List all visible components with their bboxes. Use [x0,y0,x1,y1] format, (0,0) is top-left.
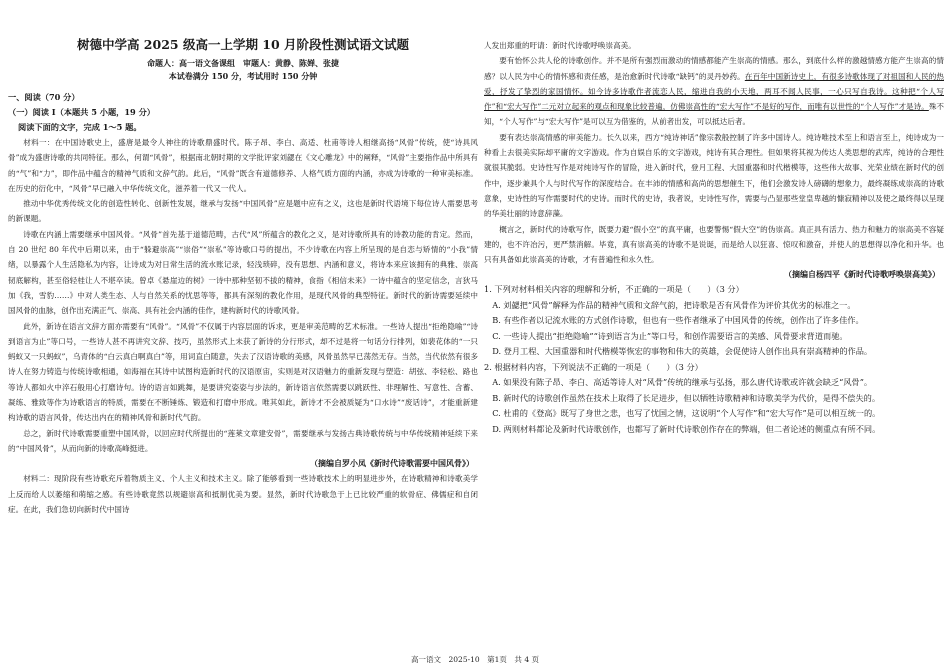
reading-instruction: 阅读下面的文字，完成 1～5 题。 [18,122,142,132]
section-heading-reading-1: （一）阅读 I（本题共 5 小题，19 分） [8,107,155,117]
material-2-paragraph: 材料二：现阶段有些诗歌充斥着物质主义、个人主义和技术主义。除了能够看到一些诗歌技术上的明显进步外，在诗歌精神和诗歌美学上反而给人以萎缩和萌缩之感。有些诗歌竟然以规避崇高和抵制优美为要。显然，新时代诗歌急于上已比较严重的软骨症、佛儒症和自闭症。在此，我们急切向新时代中国诗 [8,474,478,514]
question-1-option-a: A. 刘勰把“风骨”解释为作品的精神气质和文辞气韵，把诗歌是否有风骨作为评价其优劣的标准之一。 [492,299,856,310]
paragraph-with-underline: 要有怡怀公共人伦的诗歌创作。并不是所有强烈而激动的情感都能产生崇高的情感。那么，到底什么样的激越情感方能产生崇高的情感？以人民为中心的情怀感和责任感，是治愈新时代诗歌“缺钙”的灵丹妙药。在百年中国新诗史上，有很多诗歌体现了对祖国和人民的热爱，抒发了挚烈的家国情怀。如今诗多诗歌作者流恋人民，缩进自我的小天地，两耳不闻人民事，一心只写自我诗。这种把“个人写作”和“宏大写作”二元对立起来的观点和现象比较普遍，仿佛崇高性的“宏大写作”不是好的写作，而唯有以世性的“个人写作”才是诗。殊不知，“个人写作”与“宏大写作”是可以互为借鉴的，从前者出发，可以抵达后者。 [484,56,944,127]
page-footer: 高一语文 2025-10 第1页 共 4 页 [411,655,539,664]
question-2-stem: 2. 根据材料内容，下列说法不正确的一项是（ ）（3 分） [484,361,703,372]
underlined-passage: 在百年中国新诗史上，有很多诗歌体现了对祖国和人民的热爱，抒发了挚烈的家国情怀。如今诗多诗歌作者流恋人民，缩进自我的小天地，两耳不闻人民事，一心只写自我诗。这种把“个人写作”和“宏大写作”二元对立起来的观点和现象比较普遍，仿佛崇高性的“宏大写作”不是好的写作，而唯有以世性的“个人写作”才是诗。 [484,71,944,112]
question-2-option-d: D. 两则材料都论及新时代诗歌创作，也都写了新时代诗歌创作存在的弊端，但二者论述的侧重点有所不同。 [492,423,881,434]
paragraph: 诗歌在内涵上需要继承中国风骨。“风骨”首先基于道德范畴，古代“风”所蕴含的教化之义，是对诗歌所具有的诗教功能的肯定。然而，自 20 世纪 80 年代中后期以来，由于“躲避崇高”“崇俗”“崇私”等诗歌口号的提出，不少诗歌在内容上所呈现的是自恋与矫情的“小我”情绪，以暴露个人生活隐私为内容，让诗成为对日常生活的流水账记录，轻浅琐碎，没有思想、内涵和意义，将诗本来应该拥有的典雅、崇高韧底解构，甚至俗轻桂让人不堪卒读。曾卓《悬崖边的树》一诗中那种坚韧不拔的精神，食指《相信未来》一诗中蕴含的坚定信念，言狄马加《我，雪豹……》中对人类生态、人与自然关系的忧思等等，都具有深刻的教化作用，是现代风骨的典型特征。新时代的新诗需要延续中国风骨的血脉，创作出充满正气、崇高、具有社会内涵的佳作，建构新时代的诗歌风骨。 [8,229,478,316]
question-1-option-b: B. 有些作者以记流水账的方式创作诗歌，但也有一些作者继承了中国风骨的传统，创作出了许多佳作。 [492,315,864,326]
question-2-option-a: A. 如果没有陈子昂、李白、高适等诗人对“风骨”传统的继承与弘扬，那么唐代诗歌或许就会缺乏“风骨”。 [492,377,873,388]
left-column [8,0,478,671]
right-column [484,0,944,671]
exam-info: 本试卷满分 150 分，考试用时 150 分钟 [168,71,318,81]
paragraph: 人发出郑重的吁请：新时代诗歌呼唤崇高美。 [484,41,636,50]
paragraph: 要有表达崇高情感的审美能力。长久以来，西方“纯诗神话”像宗教般控制了许多中国诗人。纯诗唯技术至上和语言至上，纯诗成为一种看上去很美实际却平庸的文字游戏。作为自娱自乐的文字游戏，纯诗有其合理性。但如果将其视为传达人类思想的武库，纯诗的合理性就很其脆弱。史诗性写作是对纯诗写作的冒险，进入新时代，登月工程、大国重器和时代楷模等，这些伟大故事、光荣业绩在新时代的创作中，逐步兼具个人与时代写作的深度结合。在丰沛的情感和高尚的思想催生下，他们会激发诗人磅礴的想象力，最终凝练成崇高的诗歌意象，史诗性的写作需要时代的史诗。而时代的史诗，我者说，史诗性写作，需要与凸显那些堂皇卑越的慷寂精神以及使之最终得以呈现的华美壮丽的诗意辞藻。 [484,132,944,219]
material-1-paragraph: 材料一：在中国诗歌史上，盛唐是最令人神往的诗歌鼎盛时代。陈子昂、李白、高适、杜甫等诗人相继高扬“风骨”传统，使“诗具风骨”成为盛唐诗歌的共同特征。那么，何谓“风骨”，根据南北朝时期的文学批评家刘勰在《文心雕龙》中的阐释，“风骨”主要指作品中所具有的“气”和“力”，即作品中蕴含的精神气质和文辞气韵。此后，“风骨”既含有道德修养、人格气质方面的内涵，亦成为诗歌的一种审美标准。在历史的衍化中，“风骨”早已融入中华传统文化，滋养着一代又一代人。 [8,138,478,193]
section-heading-reading: 一、阅读（70 分） [8,92,80,102]
material-1-label: 材料一： [23,138,55,147]
source-citation-1: （摘编自罗小凤《新时代诗歌需要中国风骨》） [310,458,474,469]
authors-line: 命题人：高一语文备课组 审题人：黄静、陈婵、张捷 [147,58,339,68]
question-1-stem: 1. 下列对材料相关内容的理解和分析，不正确的一项是（ ）（3 分） [484,284,744,295]
page-title: 树德中学高 2025 级高一上学期 10 月阶段性测试语文试题 [76,37,410,52]
paragraph: 总之，新时代诗歌需要重塑中国风骨，以回应时代所提出的“莲莱文章建安骨”，需要继承与发扬古典诗歌传统与中华传统精神延续下来的“中国风骨”，从而向新的诗歌高峰挺进。 [8,428,478,453]
question-2-option-c: C. 杜甫的《登高》既写了身世之悲，也写了忧国之情，这说明“个人写作”和“宏大写作”是可以相互统一的。 [492,408,881,419]
question-1-option-d: D. 登月工程、大国重器和时代楷模等恢宏的事物和伟大的英雄，会促使诗人创作出具有崇高精神的作品。 [492,346,873,357]
source-citation-2: （摘编自杨四平《新时代诗歌呼唤崇高美》） [784,269,940,280]
paragraph: 概言之，新时代的诗歌写作，既要力避“假小空”的真平庸，也要警惕“假大空”的伪崇高。真正具有活力、热力和魅力的崇高美不容疑建的，也不许冶污，更严禁消解。毕竟，真有崇高美的诗歌不是说诞，而是给人以狂喜、惊叹和激奋，并使人的思想得以净化和升华。也只有具备如此崇高美的诗歌，才有普遍性和永久性。 [484,224,944,265]
question-2-option-b: B. 新时代的诗歌创作虽然在技术上取得了长足进步，但以牺牲诗歌精神和诗歌美学为代价，是得不偿失的。 [492,392,881,403]
paragraph: 此外，新诗在语言文辞方面亦需要有“风骨”。“风骨”不仅属于内容层面的诉求，更是审美范畴的艺术标准。一些诗人提出“拒绝隐喻”“诗到语言为止”等口号，一些诗人甚不再讲究文辞、技巧，虽然形式上未获了新诗的分行形式，却不过是将一句话分行排列，如裴花体的“一只蚂蚁又一只蚂蚁”，乌青体的“白云真白啊真白”等，用词直白随意，失去了汉语诗歌的美感，风骨虽然早已荡然无存。当然，当代依然有很多诗人在努力铸造与传统诗歌相通，如海福在其诗中试图构造新时代的汉语原宙，实则是对汉语魅力的重新发现与塑造：胡弦、李轻松、路也等诗人都如火中淬石般用心打磨诗句。诗的语言如跳舞，是要讲究姿姿与步法的，新诗语言依然需要以跳跃性、非理解性、写意性、含蓄、凝练、雅致等作为诗歌语言的特质，需要在不断锤炼、锻造和打磨中形成。唯其如此，新诗才不会被质疑为“口水诗”“废话诗”，才能重新建构诗歌的语言风骨，传达出内在的精神风骨和新时代气韵。 [8,321,478,423]
question-1-option-c: C. 一些诗人提出“拒绝隐喻”“诗到语言为止”等口号，和创作需要语言的美感、风骨要求背道而驰。 [492,330,848,341]
paragraph: 推动中华优秀传统文化的创造性转化、创新性发展，继承与发扬“中国风骨”应是题中应有之义，这也是新时代语境下每位诗人需要思考的新课题。 [8,199,478,224]
material-2-label: 材料二： [23,474,55,484]
